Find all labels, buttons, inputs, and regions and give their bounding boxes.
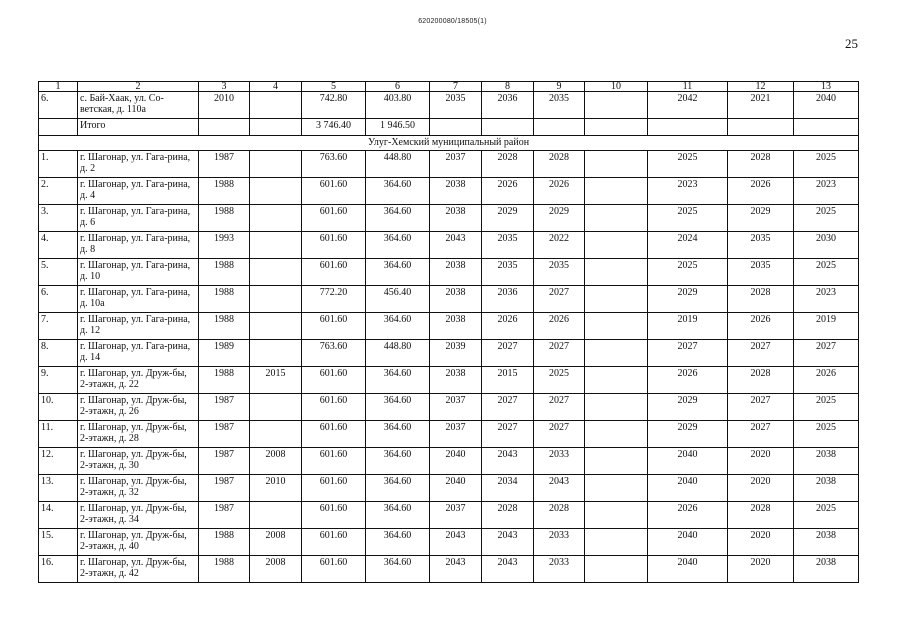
table-cell: 772.20	[302, 286, 366, 313]
table-cell: 2023	[794, 178, 859, 205]
table-cell: 2027	[482, 394, 534, 421]
table-cell	[250, 151, 302, 178]
table-cell: 2028	[728, 151, 794, 178]
table-cell: 2025	[648, 151, 728, 178]
table-cell	[250, 313, 302, 340]
table-row	[39, 232, 859, 259]
table-cell	[250, 340, 302, 367]
table-cell: 2038	[430, 205, 482, 232]
table-cell: 601.60	[302, 502, 366, 529]
table-cell: 2038	[794, 475, 859, 502]
table-cell: 448.80	[366, 151, 430, 178]
table-cell: 2027	[482, 340, 534, 367]
table-cell: 2027	[534, 394, 585, 421]
table-cell: 1987	[199, 421, 250, 448]
address-cell: г. Шагонар, ул. Гага-рина, д. 8	[78, 232, 199, 259]
table-cell: 2035	[728, 259, 794, 286]
table-cell: 2020	[728, 529, 794, 556]
table-cell: 1987	[199, 475, 250, 502]
table-cell: 601.60	[302, 529, 366, 556]
table-cell: 2029	[648, 394, 728, 421]
table-cell	[585, 232, 648, 259]
table-cell: 2025	[794, 502, 859, 529]
table-cell: 2027	[648, 340, 728, 367]
table-cell: 1988	[199, 205, 250, 232]
table-cell: 601.60	[302, 421, 366, 448]
table-cell: 2023	[794, 286, 859, 313]
table-cell: 364.60	[366, 421, 430, 448]
table-cell	[585, 502, 648, 529]
table-cell: 364.60	[366, 313, 430, 340]
table-cell	[250, 259, 302, 286]
table-cell: 1988	[199, 286, 250, 313]
table-cell	[250, 421, 302, 448]
table-cell: 1988	[199, 529, 250, 556]
total-label: Итого	[78, 119, 199, 136]
table-row	[39, 529, 859, 556]
table-cell: 2026	[794, 367, 859, 394]
table-cell: 601.60	[302, 367, 366, 394]
table-cell	[794, 119, 859, 136]
address-cell: г. Шагонар, ул. Друж-бы, 2-этажн, д. 26	[78, 394, 199, 421]
table-row	[39, 556, 859, 583]
row-number-cell: 3.	[39, 205, 78, 232]
table-cell: 601.60	[302, 232, 366, 259]
row-number-cell: 14.	[39, 502, 78, 529]
table-cell: 2019	[648, 313, 728, 340]
table-cell: 2028	[482, 502, 534, 529]
table-cell: 2043	[482, 448, 534, 475]
table-cell: 2025	[534, 367, 585, 394]
column-header: 9	[534, 82, 585, 92]
table-row	[39, 92, 859, 119]
table-cell: 2025	[648, 205, 728, 232]
row-number-cell: 15.	[39, 529, 78, 556]
table-cell: 2019	[794, 313, 859, 340]
row-number-cell: 9.	[39, 367, 78, 394]
table-cell: 1987	[199, 502, 250, 529]
table-cell: 2037	[430, 151, 482, 178]
table-cell	[199, 119, 250, 136]
table-cell: 2039	[430, 340, 482, 367]
table-cell: 2025	[794, 151, 859, 178]
table-cell: 763.60	[302, 340, 366, 367]
column-header: 10	[585, 82, 648, 92]
table-cell: 364.60	[366, 529, 430, 556]
address-cell: г. Шагонар, ул. Друж-бы, 2-этажн, д. 40	[78, 529, 199, 556]
table-cell: 2043	[482, 529, 534, 556]
table-cell: 1988	[199, 556, 250, 583]
table-cell: 2026	[648, 502, 728, 529]
table-cell: 364.60	[366, 475, 430, 502]
table-cell: 1988	[199, 367, 250, 394]
row-number-cell: 6.	[39, 92, 78, 119]
row-number-cell: 5.	[39, 259, 78, 286]
column-header: 13	[794, 82, 859, 92]
table-cell: 2042	[648, 92, 728, 119]
table-cell: 2027	[794, 340, 859, 367]
table-cell: 2035	[728, 232, 794, 259]
table-cell: 2038	[430, 259, 482, 286]
table-cell: 2040	[430, 448, 482, 475]
table-cell: 2026	[534, 313, 585, 340]
table-cell: 2035	[534, 259, 585, 286]
table-cell: 2038	[430, 286, 482, 313]
table-cell	[430, 119, 482, 136]
table-cell: 2043	[430, 529, 482, 556]
address-cell: г. Шагонар, ул. Друж-бы, 2-этажн, д. 30	[78, 448, 199, 475]
column-header: 4	[250, 82, 302, 92]
table-cell: 1988	[199, 313, 250, 340]
address-cell: г. Шагонар, ул. Гага-рина, д. 2	[78, 151, 199, 178]
table-row	[39, 259, 859, 286]
address-cell: г. Шагонар, ул. Друж-бы, 2-этажн, д. 28	[78, 421, 199, 448]
table-cell	[250, 286, 302, 313]
total-area-cell: 1 946.50	[366, 119, 430, 136]
table-row	[39, 205, 859, 232]
address-cell: г. Шагонар, ул. Друж-бы, 2-этажн, д. 42	[78, 556, 199, 583]
address-cell: г. Шагонар, ул. Гага-рина, д. 12	[78, 313, 199, 340]
table-row	[39, 475, 859, 502]
table-cell	[250, 502, 302, 529]
table-cell: 2027	[534, 421, 585, 448]
row-number-cell: 4.	[39, 232, 78, 259]
table-row	[39, 286, 859, 313]
table-cell: 2040	[648, 529, 728, 556]
table-cell	[534, 119, 585, 136]
table-cell: 2038	[430, 313, 482, 340]
table-cell: 2008	[250, 556, 302, 583]
table-cell: 2037	[430, 502, 482, 529]
table-cell	[585, 92, 648, 119]
table-cell: 742.80	[302, 92, 366, 119]
column-header: 3	[199, 82, 250, 92]
table-cell	[39, 119, 78, 136]
table-cell: 2038	[794, 448, 859, 475]
table-row	[39, 340, 859, 367]
table-row	[39, 448, 859, 475]
table-cell: 2038	[794, 556, 859, 583]
row-number-cell: 11.	[39, 421, 78, 448]
table-cell: 601.60	[302, 556, 366, 583]
column-number-row	[39, 82, 859, 92]
column-header: 6	[366, 82, 430, 92]
table-cell	[482, 119, 534, 136]
table-cell: 2036	[482, 286, 534, 313]
address-cell: г. Шагонар, ул. Гага-рина, д. 10а	[78, 286, 199, 313]
table-cell: 2035	[482, 232, 534, 259]
table-cell: 2033	[534, 556, 585, 583]
table-cell: 364.60	[366, 178, 430, 205]
table-cell: 2036	[482, 92, 534, 119]
table-cell: 2025	[648, 259, 728, 286]
table-cell: 2025	[794, 394, 859, 421]
table-row	[39, 313, 859, 340]
table-cell: 2040	[648, 556, 728, 583]
table-cell: 601.60	[302, 313, 366, 340]
table-cell: 2040	[794, 92, 859, 119]
table-row	[39, 151, 859, 178]
column-header: 2	[78, 82, 199, 92]
table-cell	[250, 92, 302, 119]
address-cell: г. Шагонар, ул. Гага-рина, д. 10	[78, 259, 199, 286]
table-cell: 2023	[648, 178, 728, 205]
table-cell: 2020	[728, 448, 794, 475]
table-cell	[585, 475, 648, 502]
table-cell: 2029	[648, 286, 728, 313]
table-cell: 1987	[199, 448, 250, 475]
table-cell	[585, 205, 648, 232]
row-number-cell: 7.	[39, 313, 78, 340]
table-cell: 2043	[430, 556, 482, 583]
table-cell: 2027	[728, 340, 794, 367]
table-cell: 2027	[534, 286, 585, 313]
table-cell	[585, 340, 648, 367]
table-cell: 2043	[482, 556, 534, 583]
table-cell: 1989	[199, 340, 250, 367]
row-number-cell: 8.	[39, 340, 78, 367]
address-cell: г. Шагонар, ул. Друж-бы, 2-этажн, д. 32	[78, 475, 199, 502]
row-number-cell: 13.	[39, 475, 78, 502]
row-number-cell: 1.	[39, 151, 78, 178]
table-cell	[585, 313, 648, 340]
table-cell: 2037	[430, 421, 482, 448]
address-cell: г. Шагонар, ул. Гага-рина, д. 6	[78, 205, 199, 232]
table-cell: 2029	[534, 205, 585, 232]
table-cell: 2024	[648, 232, 728, 259]
table-cell	[250, 205, 302, 232]
document-code: 620200080/18505(1)	[418, 18, 487, 25]
table-cell: 364.60	[366, 232, 430, 259]
address-cell: г. Шагонар, ул. Друж-бы, 2-этажн, д. 34	[78, 502, 199, 529]
table-cell: 2028	[534, 151, 585, 178]
table-cell: 2028	[728, 367, 794, 394]
table-cell: 2038	[794, 529, 859, 556]
table-cell: 2038	[430, 178, 482, 205]
row-number-cell: 16.	[39, 556, 78, 583]
table-cell: 2025	[794, 259, 859, 286]
table-cell: 2028	[482, 151, 534, 178]
table-cell	[250, 394, 302, 421]
table-cell	[585, 286, 648, 313]
section-row	[39, 136, 859, 151]
total-area-cell: 3 746.40	[302, 119, 366, 136]
table-cell: 2043	[534, 475, 585, 502]
table-cell	[728, 119, 794, 136]
row-number-cell: 10.	[39, 394, 78, 421]
table-cell	[585, 119, 648, 136]
table-cell: 2008	[250, 448, 302, 475]
section-title: Улуг-Хемский муниципальный район	[39, 136, 859, 151]
table-cell	[585, 178, 648, 205]
column-header: 12	[728, 82, 794, 92]
table-row	[39, 178, 859, 205]
table-cell	[585, 151, 648, 178]
table-cell: 2010	[250, 475, 302, 502]
table-cell: 364.60	[366, 367, 430, 394]
table-cell: 364.60	[366, 448, 430, 475]
table-cell	[585, 556, 648, 583]
table-cell: 2026	[534, 178, 585, 205]
table-cell: 2034	[482, 475, 534, 502]
table-cell: 2027	[728, 394, 794, 421]
table-cell: 364.60	[366, 502, 430, 529]
table-cell	[585, 421, 648, 448]
address-cell: г. Шагонар, ул. Гага-рина, д. 4	[78, 178, 199, 205]
table-cell: 2035	[430, 92, 482, 119]
address-cell: г. Шагонар, ул. Друж-бы, 2-этажн, д. 22	[78, 367, 199, 394]
table-cell: 2026	[728, 178, 794, 205]
table-row	[39, 367, 859, 394]
table-row	[39, 421, 859, 448]
table-cell	[648, 119, 728, 136]
table-cell: 2029	[482, 205, 534, 232]
row-number-cell: 6.	[39, 286, 78, 313]
table-cell: 1988	[199, 178, 250, 205]
table-cell	[250, 232, 302, 259]
table-cell: 364.60	[366, 556, 430, 583]
table-cell: 2025	[794, 205, 859, 232]
address-cell: г. Шагонар, ул. Гага-рина, д. 14	[78, 340, 199, 367]
table-cell: 403.80	[366, 92, 430, 119]
table-row	[39, 394, 859, 421]
table-cell: 456.40	[366, 286, 430, 313]
table-cell: 364.60	[366, 259, 430, 286]
table-body	[39, 82, 859, 583]
table-cell: 601.60	[302, 394, 366, 421]
column-header: 7	[430, 82, 482, 92]
table-cell: 2026	[482, 178, 534, 205]
table-cell	[585, 367, 648, 394]
table-cell: 601.60	[302, 448, 366, 475]
table-cell: 2033	[534, 448, 585, 475]
column-header: 5	[302, 82, 366, 92]
table-cell: 2035	[482, 259, 534, 286]
table-cell: 1987	[199, 151, 250, 178]
table-cell: 2040	[430, 475, 482, 502]
table-cell: 2033	[534, 529, 585, 556]
table-cell: 448.80	[366, 340, 430, 367]
table-cell: 2015	[482, 367, 534, 394]
table-cell: 601.60	[302, 178, 366, 205]
table-cell: 2027	[482, 421, 534, 448]
table-cell: 2029	[728, 205, 794, 232]
table-cell: 2040	[648, 448, 728, 475]
table-cell: 2015	[250, 367, 302, 394]
table-cell: 2027	[534, 340, 585, 367]
table-cell: 601.60	[302, 205, 366, 232]
table-cell: 2020	[728, 556, 794, 583]
table-cell	[250, 178, 302, 205]
housing-register-table	[38, 81, 859, 583]
table-cell: 2026	[648, 367, 728, 394]
table-cell: 2030	[794, 232, 859, 259]
table-cell: 364.60	[366, 205, 430, 232]
table-cell: 364.60	[366, 394, 430, 421]
table-cell: 2038	[430, 367, 482, 394]
table-cell: 2029	[648, 421, 728, 448]
table-cell: 763.60	[302, 151, 366, 178]
table-cell: 2010	[199, 92, 250, 119]
table-cell	[585, 394, 648, 421]
table-row	[39, 502, 859, 529]
table-cell	[585, 529, 648, 556]
row-number-cell: 2.	[39, 178, 78, 205]
column-header: 8	[482, 82, 534, 92]
table-cell	[585, 448, 648, 475]
address-cell: с. Бай-Хаак, ул. Со-ветская, д. 110а	[78, 92, 199, 119]
table-cell: 2026	[482, 313, 534, 340]
table-cell: 1987	[199, 394, 250, 421]
table-cell: 2043	[430, 232, 482, 259]
table-cell: 2037	[430, 394, 482, 421]
table-cell: 2022	[534, 232, 585, 259]
table-cell: 2028	[728, 286, 794, 313]
table-cell: 2020	[728, 475, 794, 502]
table-cell: 2028	[728, 502, 794, 529]
total-row	[39, 119, 859, 136]
table-cell: 601.60	[302, 259, 366, 286]
table-cell: 601.60	[302, 475, 366, 502]
table-cell	[250, 119, 302, 136]
table-cell: 2021	[728, 92, 794, 119]
table-cell: 2040	[648, 475, 728, 502]
column-header: 1	[39, 82, 78, 92]
table-cell: 2025	[794, 421, 859, 448]
row-number-cell: 12.	[39, 448, 78, 475]
table-cell: 2027	[728, 421, 794, 448]
table-cell	[585, 259, 648, 286]
table-cell: 2026	[728, 313, 794, 340]
page-number: 25	[845, 36, 858, 51]
table-cell: 1988	[199, 259, 250, 286]
table-cell: 2008	[250, 529, 302, 556]
table-cell: 2028	[534, 502, 585, 529]
column-header: 11	[648, 82, 728, 92]
table-cell: 2035	[534, 92, 585, 119]
table-cell: 1993	[199, 232, 250, 259]
